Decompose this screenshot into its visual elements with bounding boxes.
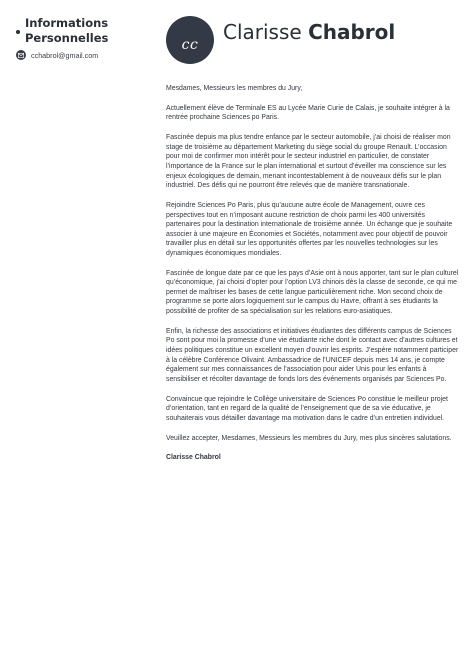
paragraph-conclusion: Convaincue que rejoindre le Collège universitaire de Sciences Po constitue le meilleur projet d’orientation, tant en regard de la qualité de l’enseignement que de sa vie éducative, je souhaiterais vous détailler davantage ma motivation dans le cadre d’un entretien individuel. <box>166 395 448 422</box>
heading-line-2: Personnelles <box>25 31 109 45</box>
signature: Clarisse Chabrol <box>166 454 221 462</box>
personal-info-heading <box>16 16 136 46</box>
paragraph-sciences-po: Rejoindre Sciences Po Paris, plus qu’aucune autre école de Management, ouvre ces perspectives tout en n’imposant aucune restriction de choix parmi les 400 universités partenaires pour la destination internationale de troisième année. Un échange que je souhaite associer à une majeure en Économies et Sociétés, notamment avec pour objectif de pouvoir travailler plus en détail sur les opportunités offertes par les nouvelles technologies sur les dynamiques économiques mondiales. <box>166 201 453 257</box>
last-name: Chabrol <box>308 20 396 44</box>
email-text[interactable]: cchabrol@gmail.com <box>31 50 99 60</box>
candidate-name <box>223 19 395 45</box>
envelope-icon <box>16 50 26 60</box>
salutation: Mesdames, Messieurs les membres du Jury, <box>166 85 303 92</box>
paragraph-automotive: Fascinée depuis ma plus tendre enfance par le secteur automobile, j’ai choisi de réaliser mon stage de troisième au département Marketing du siège social du groupe Renault. L’occasion pour moi de confirmer mon intérêt pour le secteur industriel en particulier, de constater l’importance de la France sur le plan international et surtout d’éveiller ma conscience sur les enjeux écologiques de demain, menant incontestablement à de nouveaux défis sur le plan industriel. Des défis qui ne pourront être relevés que de manière transnationale. <box>166 134 451 190</box>
email-contact <box>16 50 98 60</box>
monogram-initials: cc <box>181 37 199 53</box>
bullet-dot <box>16 30 20 34</box>
paragraph-asia: Fascinée de longue date par ce que les pays d’Asie ont à nous apporter, tant sur le plan culturel qu’économique, j’ai choisi d’opter pour l’option LV3 chinois dès la classe de seconde, ce qui me permet de maîtriser les bases de cette langue particulièrement riche. Mon second choix de programme se porte alors logiquement sur le campus du Havre, offrant à ses étudiants la possibilité de profiter de sa spécialisation sur les relations euro-asiatiques. <box>166 269 459 316</box>
paragraph-associations: Enfin, la richesse des associations et initiatives étudiantes des différents campus de Sciences Po sont pour moi la promesse d’une vie étudiante riche dont le contact avec d’autres cultures et idées politiques constitue un excellent moyen d’ouvrir les esprits. J’espère notamment participer à la célèbre Conférence Olivaint. Ambassadrice de l’UNICEF depuis mes 14 ans, je compte également sur mes connaissances de l’association pour aider Unis pour les enfants à sensibiliser et récolter davantage de fonds lors des événements organisés par Sciences Po. <box>166 327 459 383</box>
first-name: Clarisse <box>223 20 302 44</box>
paragraph-intro: Actuellement élève de Terminale ES au Lycée Marie Curie de Calais, je souhaite intégrer à la rentrée prochaine Sciences po Paris. <box>166 104 450 122</box>
monogram-avatar <box>166 16 214 64</box>
paragraph-closing: Veuillez accepter, Mesdames, Messieurs les membres du Jury, mes plus sincères salutations. <box>166 434 452 442</box>
cover-letter-body <box>166 84 460 473</box>
heading-line-1: Informations <box>25 16 109 30</box>
